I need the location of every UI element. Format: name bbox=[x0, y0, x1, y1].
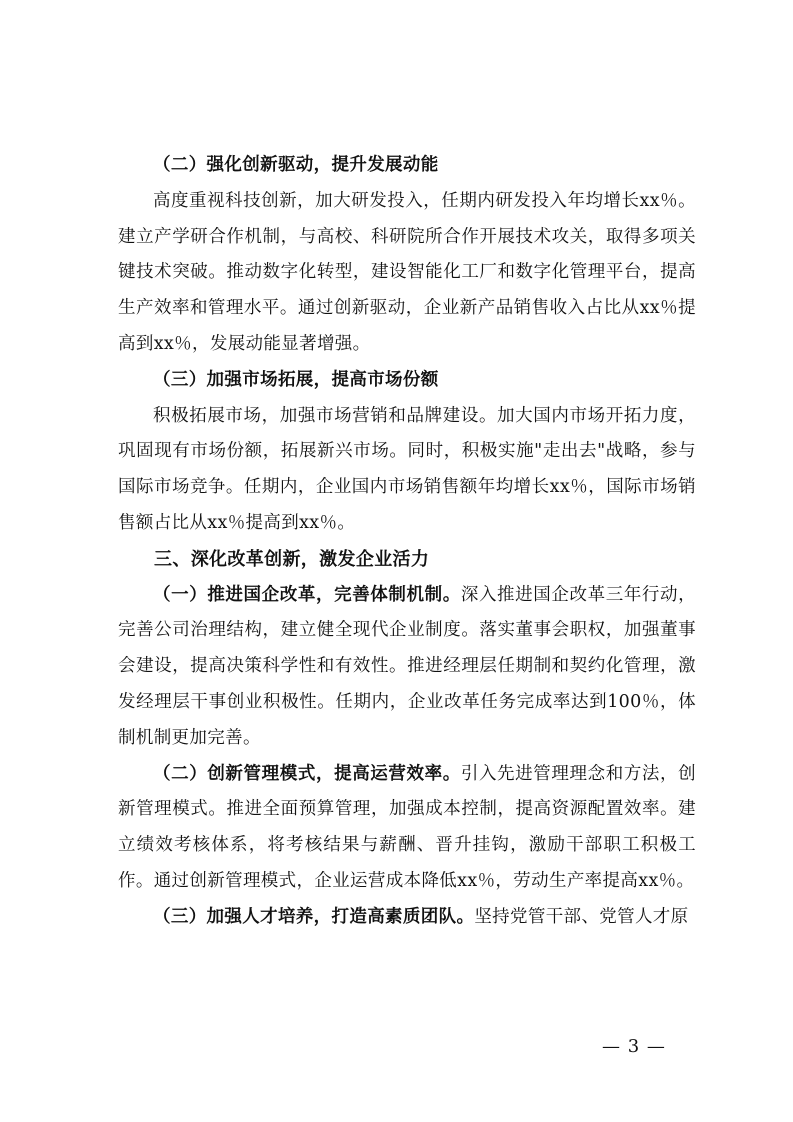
page-number: — 3 — bbox=[602, 1036, 666, 1057]
subsection-heading: （三）加强市场拓展，提高市场份额 bbox=[153, 369, 439, 390]
numbered-item bbox=[118, 578, 696, 757]
item-lead: （二）创新管理模式，提高运营效率。 bbox=[153, 763, 461, 784]
numbered-item bbox=[118, 757, 696, 900]
item-text: 坚持党管干部、党管人才原 bbox=[474, 906, 689, 927]
section-heading: 三、深化改革创新，激发企业活力 bbox=[154, 548, 430, 570]
subsection-heading: （二）强化创新驱动，提升发展动能 bbox=[153, 155, 439, 175]
item-text: 引入先进管理理念和方法，创新管理模式。推进全面预算管理，加强成本控制，提高资源配置效率。建立绩效考核体系，将考核结果与薪酬、晋升挂钩，激励干部职工积极工作。通过创新管理模式，企业运营成本降低xx％，劳动生产率提高xx％。 bbox=[118, 763, 696, 891]
item-text: 深入推进国企改革三年行动，完善公司治理结构，建立健全现代企业制度。落实董事会职权，加强董事会建设，提高决策科学性和有效性。推进经理层任期制和契约化管理，激发经理层干事创业积极性。任期内，企业改革任务完成率达到100％，体制机制更加完善。 bbox=[118, 584, 696, 748]
body-paragraph: 积极拓展市场，加强市场营销和品牌建设。加大国内市场开拓力度，巩固现有市场份额，拓展新兴市场。同时，积极实施"走出去"战略，参与国际市场竞争。任期内，企业国内市场销售额年均增长xx％，国际市场销售额占比从xx％提高到xx％。 bbox=[118, 405, 696, 533]
item-lead: （三）加强人才培养，打造高素质团队。 bbox=[153, 906, 475, 927]
body-paragraph: 高度重视科技创新，加大研发投入，任期内研发投入年均增长xx％。建立产学研合作机制，与高校、科研院所合作开展技术攻关，取得多项关键技术突破。推动数字化转型，建设智能化工厂和数字化管理平台，提高生产效率和管理水平。通过创新驱动，企业新产品销售收入占比从xx％提高到xx％，发展动能显著增强。 bbox=[118, 190, 696, 354]
document-body bbox=[118, 148, 696, 936]
item-lead: （一）推进国企改革，完善体制机制。 bbox=[153, 584, 461, 605]
numbered-item bbox=[118, 900, 696, 936]
